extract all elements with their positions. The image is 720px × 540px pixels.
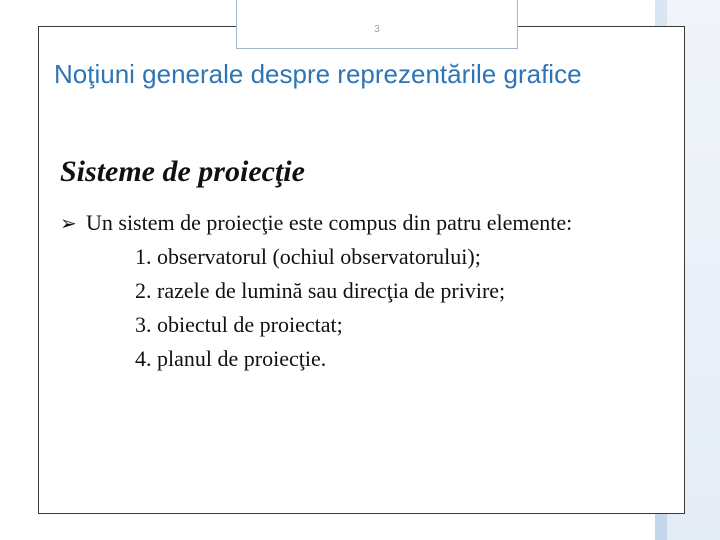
slide-body (60, 206, 680, 376)
slide-subtitle: Sisteme de proiecţie (60, 155, 305, 188)
arrow-bullet-icon: ➢ (60, 211, 77, 235)
list-item: 1. observatorul (ochiul observatorului); (135, 244, 481, 269)
intro-paragraph (60, 206, 680, 240)
intro-text: Un sistem de proiecţie este compus din patru elemente: (86, 210, 573, 235)
page-number-tab (236, 0, 518, 49)
list-item: 3. obiectul de proiectat; (135, 312, 343, 337)
list-item: 2. razele de lumină sau direcţia de privire; (135, 278, 506, 303)
page-number: 3 (374, 24, 380, 35)
slide-title: Noţiuni generale despre reprezentările grafice (54, 59, 582, 89)
list-item: 4. planul de proiecţie. (135, 346, 327, 371)
